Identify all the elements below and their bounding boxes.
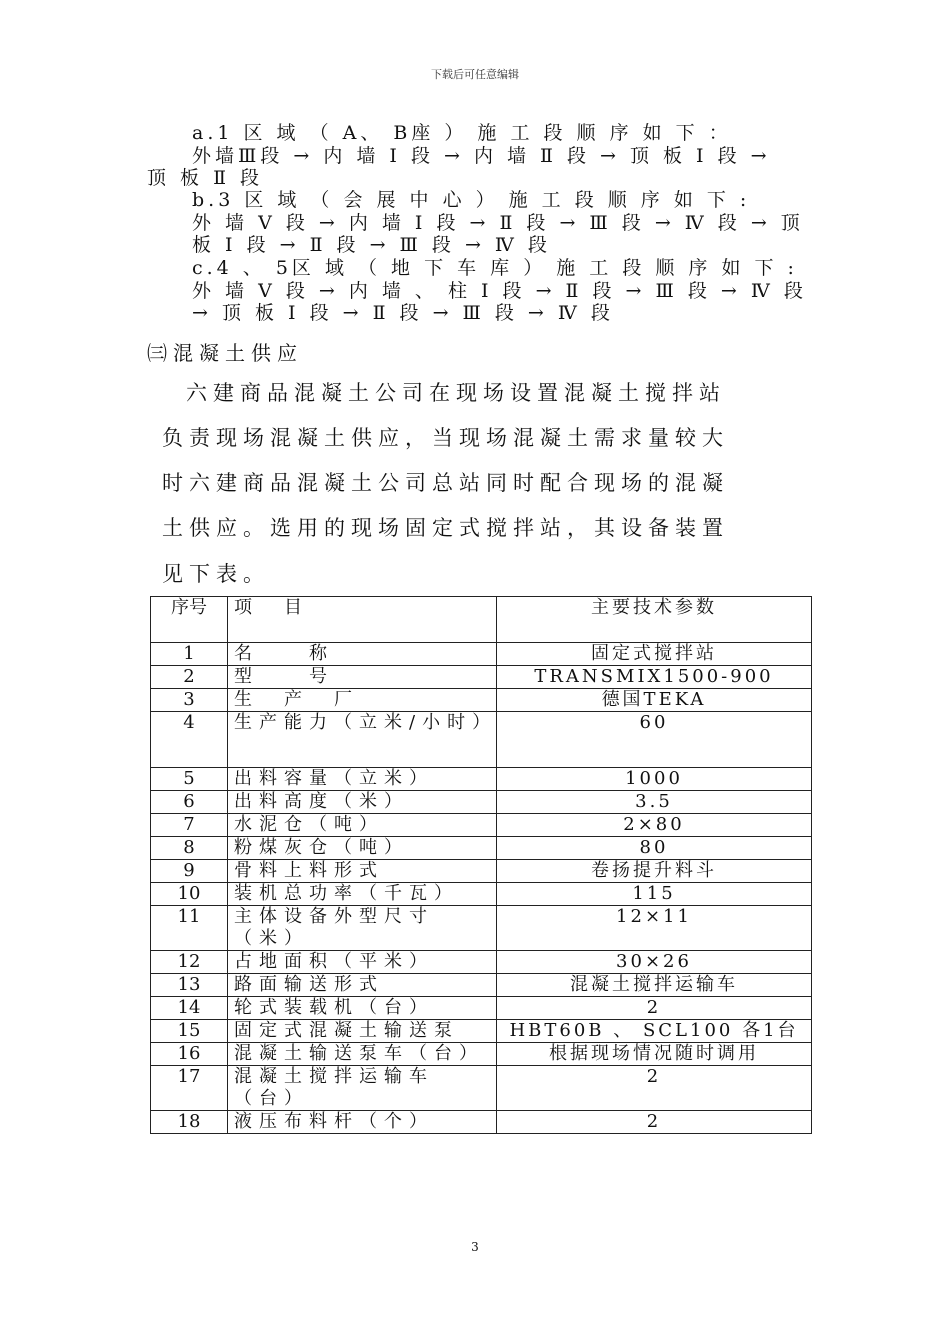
table-row: [151, 1043, 812, 1066]
row-value: 德国TEKA: [497, 689, 812, 712]
row-number: 18: [151, 1111, 228, 1134]
row-value: 2: [497, 1111, 812, 1134]
row-number: 15: [151, 1020, 228, 1043]
text-line: 板 Ⅰ 段 → Ⅱ 段 → Ⅲ 段 → Ⅳ 段: [192, 234, 551, 256]
text-line: b.3 区 域 （ 会 展 中 心 ） 施 工 段 顺 序 如 下 :: [192, 189, 751, 211]
table-row: [151, 997, 812, 1020]
paragraph-line: 土供应。选用的现场固定式搅拌站，其设备装置: [162, 516, 729, 540]
table-row: [151, 883, 812, 906]
row-number: 6: [151, 791, 228, 814]
page-number: 3: [471, 1240, 479, 1254]
row-number: 14: [151, 997, 228, 1020]
row-value: 80: [497, 837, 812, 860]
paragraph-line: 时六建商品混凝土公司总站同时配合现场的混凝: [162, 471, 729, 495]
row-value: 2×80: [497, 814, 812, 837]
row-value: 2: [497, 997, 812, 1020]
row-item: 固定式混凝土输送泵: [228, 1020, 497, 1043]
row-item: 装机总功率（千瓦）: [228, 883, 497, 906]
table-row: [151, 1066, 812, 1111]
row-number: 7: [151, 814, 228, 837]
row-number: 17: [151, 1066, 228, 1111]
column-header: 主要技术参数: [497, 597, 812, 643]
row-value: 根据现场情况随时调用: [497, 1043, 812, 1066]
row-item: 粉煤灰仓（吨）: [228, 837, 497, 860]
table-row: [151, 712, 812, 768]
table-row: [151, 814, 812, 837]
row-item: 混凝土搅拌运输车（台）: [228, 1066, 497, 1111]
row-number: 11: [151, 906, 228, 951]
table-row: [151, 643, 812, 666]
row-item: 生产能力（立米/小时）: [228, 712, 497, 768]
row-item: 轮式装载机（台）: [228, 997, 497, 1020]
text-line: 外 墙 Ⅴ 段 → 内 墙 、 柱 Ⅰ 段 → Ⅱ 段 → Ⅲ 段 → Ⅳ 段: [192, 280, 807, 302]
table-row: [151, 1111, 812, 1134]
row-item: 混凝土输送泵车（台）: [228, 1043, 497, 1066]
row-item: 出料容量（立米）: [228, 768, 497, 791]
table-row: [151, 768, 812, 791]
paragraph-line: 六建商品混凝土公司在现场设置混凝土搅拌站: [186, 381, 726, 405]
table-row: [151, 951, 812, 974]
column-header: 序号: [151, 597, 228, 643]
row-value: HBT60B 、 SCL100 各1台: [497, 1020, 812, 1043]
text-line: 外墙Ⅲ段 → 内 墙 Ⅰ 段 → 内 墙 Ⅱ 段 → 顶 板 Ⅰ 段 →: [192, 145, 771, 167]
table-row: [151, 837, 812, 860]
table-row: [151, 974, 812, 997]
row-item: 占地面积（平米）: [228, 951, 497, 974]
row-item: 名 称: [228, 643, 497, 666]
section-title: ㈢混凝土供应: [147, 341, 303, 365]
row-number: 3: [151, 689, 228, 712]
row-number: 8: [151, 837, 228, 860]
row-value: 60: [497, 712, 812, 768]
table-row: [151, 906, 812, 951]
page-header: 下载后可任意编辑: [431, 68, 519, 81]
row-number: 1: [151, 643, 228, 666]
row-value: 115: [497, 883, 812, 906]
paragraph-line: 负责现场混凝土供应，当现场混凝土需求量较大: [162, 426, 729, 450]
text-line: 顶 板 Ⅱ 段: [147, 167, 264, 189]
equipment-table: [150, 596, 812, 1134]
row-number: 4: [151, 712, 228, 768]
row-number: 10: [151, 883, 228, 906]
row-number: 2: [151, 666, 228, 689]
row-number: 9: [151, 860, 228, 883]
row-number: 16: [151, 1043, 228, 1066]
table-row: [151, 666, 812, 689]
row-item: 液压布料杆（个）: [228, 1111, 497, 1134]
text-line: a.1 区 域 （ A、 B座 ） 施 工 段 顺 序 如 下 ：: [192, 122, 732, 144]
row-number: 5: [151, 768, 228, 791]
text-line: c.4 、 5区 域 （ 地 下 车 库 ） 施 工 段 顺 序 如 下 :: [192, 257, 798, 279]
row-value: 固定式搅拌站: [497, 643, 812, 666]
row-value: 3.5: [497, 791, 812, 814]
row-value: 卷扬提升料斗: [497, 860, 812, 883]
table-row: [151, 689, 812, 712]
row-value: 混凝土搅拌运输车: [497, 974, 812, 997]
paragraph-line: 见下表。: [162, 562, 270, 586]
row-item: 水泥仓（吨）: [228, 814, 497, 837]
row-item: 型 号: [228, 666, 497, 689]
text-line: 外 墙 Ⅴ 段 → 内 墙 Ⅰ 段 → Ⅱ 段 → Ⅲ 段 → Ⅳ 段 → 顶: [192, 212, 804, 234]
row-value: 2: [497, 1066, 812, 1111]
text-line: → 顶 板 Ⅰ 段 → Ⅱ 段 → Ⅲ 段 → Ⅳ 段: [192, 302, 614, 324]
row-item: 骨料上料形式: [228, 860, 497, 883]
table-header-row: [151, 597, 812, 643]
row-item: 生 产 厂: [228, 689, 497, 712]
row-item: 主体设备外型尺寸（米）: [228, 906, 497, 951]
column-header: 项 目: [228, 597, 497, 643]
row-number: 13: [151, 974, 228, 997]
row-value: TRANSMIX1500-900: [497, 666, 812, 689]
table-row: [151, 791, 812, 814]
row-item: 路面输送形式: [228, 974, 497, 997]
row-item: 出料高度（米）: [228, 791, 497, 814]
row-value: 12×11: [497, 906, 812, 951]
row-value: 1000: [497, 768, 812, 791]
row-number: 12: [151, 951, 228, 974]
table-row: [151, 860, 812, 883]
row-value: 30×26: [497, 951, 812, 974]
table-row: [151, 1020, 812, 1043]
